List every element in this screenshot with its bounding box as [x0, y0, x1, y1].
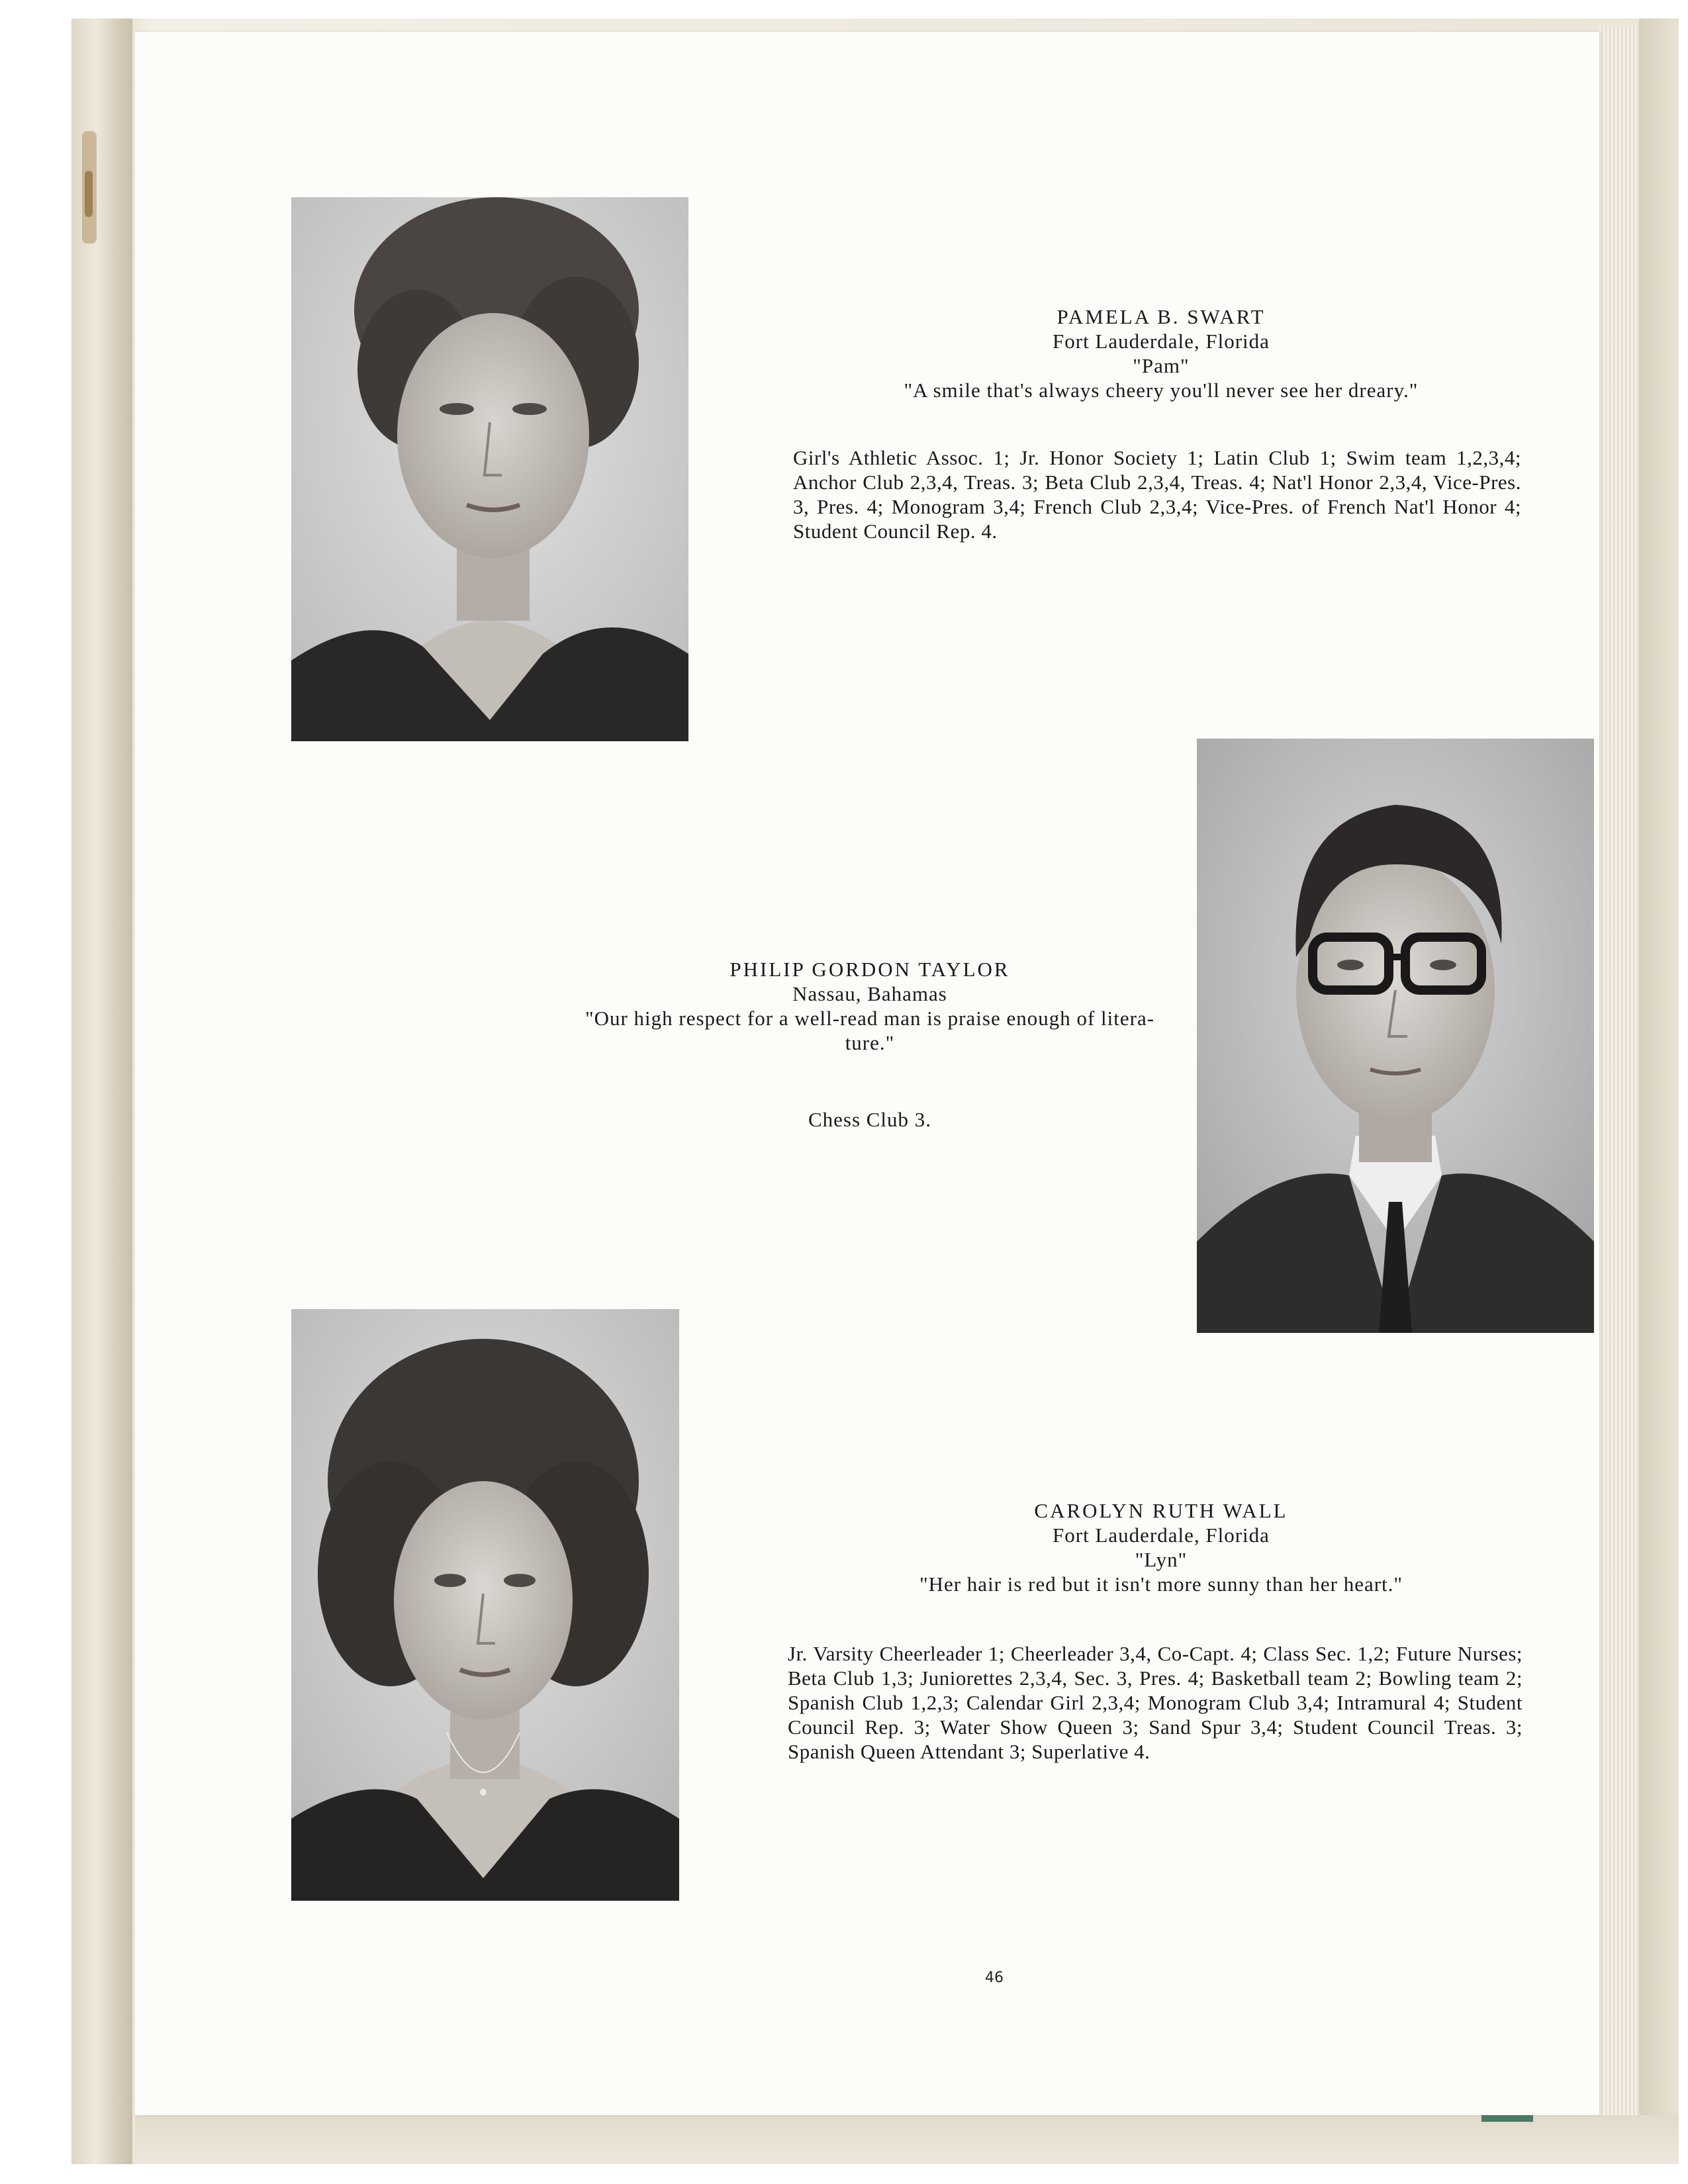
student-quote: "A smile that's always cheery you'll never see her dreary." [904, 379, 1419, 402]
cover-bottom-edge [135, 2115, 1679, 2164]
student-hometown: Nassau, Bahamas [792, 982, 947, 1005]
activities-text: Chess Club 3. [808, 1108, 932, 1131]
book-binding [71, 19, 132, 2164]
yearbook-page [135, 32, 1599, 2115]
student-caption-philip [440, 957, 1300, 1055]
student-hometown: Fort Lauderdale, Florida [1053, 330, 1270, 353]
student-activities-philip [704, 1107, 1035, 1132]
portrait-image [291, 197, 688, 741]
student-name: CAROLYN RUTH WALL [1034, 1499, 1288, 1522]
student-caption-pamela [810, 304, 1512, 402]
page-stack-edge [1599, 25, 1639, 2123]
portrait-photo-carolyn [291, 1309, 679, 1901]
student-activities-carolyn: Jr. Varsity Cheerleader 1; Cheerleader 3,4, Co-Capt. 4; Class Sec. 1,2; Future Nurses; Beta Club 1,3; Juniorettes 2,3,4, Sec. 3, Pres. 4; Basketball team 2; Bowling team 2; Spanish Club 1,2,3; Calendar Girl 2,3,4; Monogram Club 3,4; Intramural 4; Student Council Rep. 3; Water Show Queen 3; Sand Spur 3,4; Student Council Treas. 3; Spanish Queen Attendant 3; Superlative 4. [788, 1642, 1523, 1763]
student-nickname: "Lyn" [1135, 1548, 1188, 1571]
binding-stain [85, 171, 93, 217]
student-caption-carolyn [810, 1498, 1512, 1596]
portrait-photo-pamela [291, 197, 688, 741]
student-activities-pamela: Girl's Athletic Assoc. 1; Jr. Honor Society 1; Latin Club 1; Swim team 1,2,3,4; Anchor Club 2,3,4, Treas. 3; Beta Club 2,3,4, Treas. 4; Nat'l Honor 2,3,4, Vice-Pres. 3, Pres. 4; Monogram 3,4; French Club 2,3,4; Vice-Pres. of French Nat'l Honor 4; Student Council Rep. 4. [793, 446, 1521, 543]
student-quote-continued: ture." [845, 1031, 895, 1054]
student-name: PHILIP GORDON TAYLOR [729, 958, 1010, 981]
scanned-book [71, 19, 1679, 2164]
page-number: 46 [985, 1970, 1004, 1986]
student-hometown: Fort Lauderdale, Florida [1053, 1524, 1270, 1547]
student-name: PAMELA B. SWART [1056, 305, 1266, 328]
portrait-image [291, 1309, 679, 1901]
student-quote: "Our high respect for a well-read man is praise enough of litera- [585, 1007, 1155, 1030]
student-quote: "Her hair is red but it isn't more sunny than her heart." [919, 1572, 1403, 1596]
student-nickname: "Pam" [1133, 354, 1190, 377]
cover-edge [1639, 19, 1679, 2164]
